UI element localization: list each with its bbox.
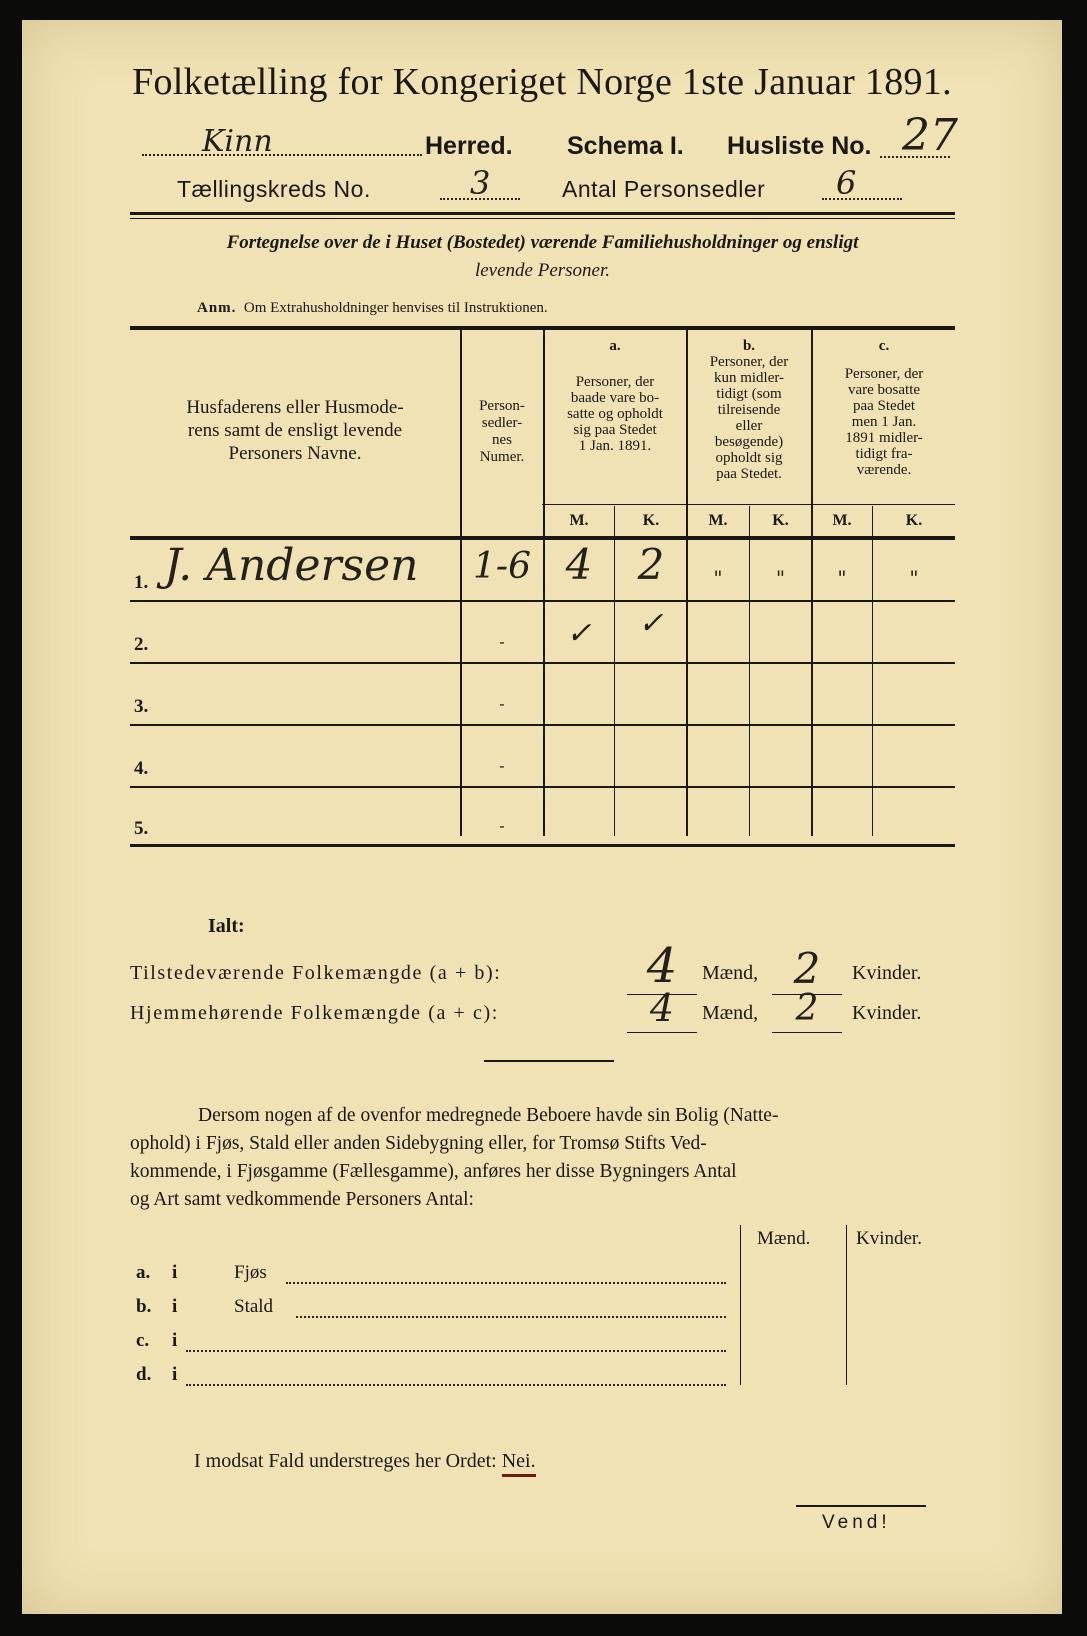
col-group-a-header: a. Personer, der baade vare bo- satte og opholdt sig paa Stedet 1 Jan. 1891.	[567, 338, 663, 454]
husliste-value: 27	[902, 110, 958, 161]
header-rule	[130, 212, 955, 215]
household-table	[130, 326, 955, 866]
schema-label: Schema I.	[567, 132, 684, 160]
tilstede-kvinder-label: Kvinder.	[852, 962, 922, 984]
ialt-label: Ialt:	[208, 915, 245, 937]
table-row[interactable]: 2. - ✓ ✓	[134, 606, 664, 655]
col-a-m: M.	[569, 512, 589, 529]
anm-text: Om Extrahusholdninger henvises til Instruktionen.	[243, 300, 548, 316]
vend-label: Vend!	[822, 1512, 891, 1533]
tilstede-maend-label: Mænd,	[702, 962, 759, 984]
husliste-field[interactable]	[880, 110, 972, 162]
intro-line-2: levende Personer.	[474, 260, 611, 281]
antal-value: 6	[836, 164, 857, 202]
herred-field[interactable]	[142, 124, 422, 160]
col-c-m: M.	[832, 512, 852, 529]
hjemme-kvinder-field[interactable]	[772, 988, 842, 1034]
hjemme-kvinder-value: 2	[795, 988, 819, 1029]
hjemme-maend-value: 4	[649, 986, 675, 1030]
nei-word[interactable]: Nei.	[502, 1450, 536, 1477]
hjemme-kvinder-label: Kvinder.	[852, 1002, 922, 1024]
husliste-label: Husliste No.	[727, 132, 872, 160]
col-num-header: Person- sedler- nes Numer.	[479, 398, 525, 465]
col-names-header: Husfaderens eller Husmode- rens samt de ensligt levende Personers Navne.	[186, 397, 404, 464]
taellingskreds-label: Tællingskreds No.	[177, 176, 371, 202]
col-b-k: K.	[772, 512, 789, 529]
antal-field[interactable]	[822, 164, 902, 202]
herred-value: Kinn	[202, 124, 273, 159]
hjemme-maend-field[interactable]	[627, 986, 697, 1034]
tilstede-maend-value: 4	[646, 938, 678, 994]
col-b-m: M.	[708, 512, 728, 529]
footer-prefix: I modsat Fald understreges her Ordet:	[194, 1450, 497, 1472]
col-group-b-header: b. Personer, der kun midler- tidigt (som tilreisende eller besøgende) opholdt sig paa Stedet.	[709, 338, 789, 482]
table-row[interactable]: 5. -	[134, 816, 505, 839]
taellingskreds-value: 3	[470, 164, 491, 202]
tilstede-kvinder-value: 2	[793, 944, 821, 993]
section-divider	[484, 1060, 614, 1062]
anm-note	[197, 300, 548, 317]
table-row[interactable]: 4. -	[134, 756, 505, 779]
hjemme-maend-label: Mænd,	[702, 1002, 759, 1024]
col-c-k: K.	[905, 512, 923, 529]
building-row-d[interactable]: d. i	[136, 1364, 736, 1394]
building-row-c[interactable]: c. i	[136, 1330, 736, 1360]
buildings-col-kvinder: Kvinder.	[856, 1228, 922, 1249]
building-row-a[interactable]: a. i Fjøs	[136, 1262, 736, 1292]
hjemme-label: Hjemmehørende Folkemængde (a + c):	[130, 1002, 499, 1024]
footer-note	[194, 1450, 536, 1473]
table-row[interactable]: 1. J. Andersen 1-6 4 2 " " " "	[134, 540, 919, 593]
buildings-paragraph: Dersom nogen af de ovenfor medregnede Beboere havde sin Bolig (Natte- ophold) i Fjøs, Stald eller anden Sidebygning eller, for Tromsø Stifts Ved- kommende, i Fjøsgamme (Fællesgamme), anføres her disse Bygningers Antal og Art samt vedkommende Personers Antal:	[130, 1105, 779, 1210]
building-row-b[interactable]: b. i Stald	[136, 1296, 736, 1326]
col-group-c-header: c. Personer, der vare bosatte paa Stedet men 1 Jan. 1891 midler- tidigt fra- værende.	[844, 338, 924, 478]
antal-label: Antal Personsedler	[562, 176, 766, 202]
herred-label: Herred.	[425, 132, 513, 160]
tilstede-label: Tilstedeværende Folkemængde (a + b):	[130, 962, 502, 984]
header-rule-thin	[130, 218, 955, 219]
buildings-col-maend: Mænd.	[757, 1228, 811, 1249]
table-row[interactable]: 3. -	[134, 694, 505, 717]
census-form-page	[22, 20, 1062, 1614]
intro-line-1: Fortegnelse over de i Huset (Bostedet) værende Familiehusholdninger og ensligt	[226, 232, 859, 253]
col-a-k: K.	[642, 512, 660, 529]
person-name: J. Andersen	[164, 540, 419, 591]
form-title: Folketælling for Kongeriget Norge 1ste Januar 1891.	[132, 61, 952, 103]
anm-prefix: Anm.	[197, 300, 237, 316]
taellingskreds-field[interactable]	[440, 164, 520, 202]
